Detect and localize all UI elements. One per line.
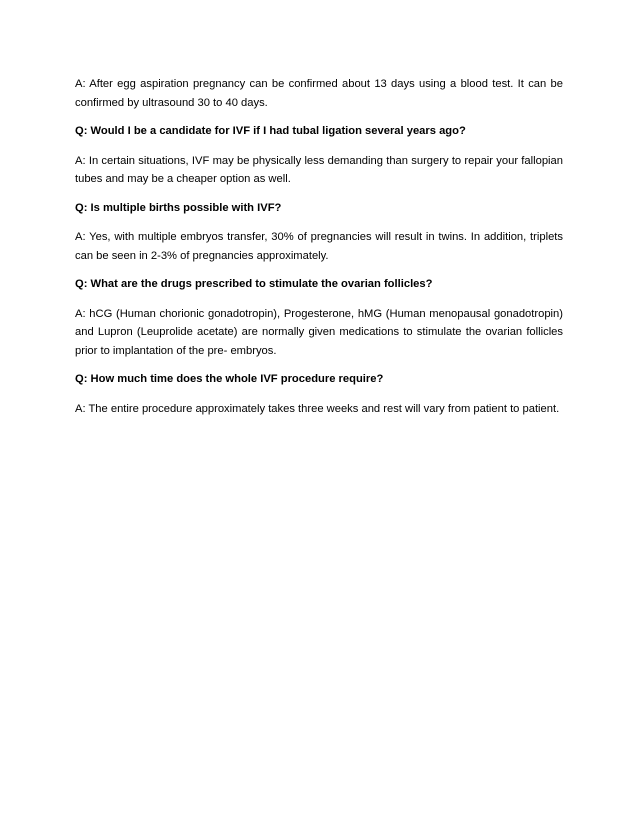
answer-paragraph: A: In certain situations, IVF may be physically less demanding than surgery to repair your fallopian tubes and may be a cheaper option as well. [75,154,563,185]
answer-paragraph: A: Yes, with multiple embryos transfer, 30% of pregnancies will result in twins. In addition, triplets can be seen in 2-3% of pregnancies approximately. [75,231,563,262]
answer-paragraph: A: After egg aspiration pregnancy can be confirmed about 13 days using a blood test. It can be confirmed by ultrasound 30 to 40 days. [75,78,563,109]
question-heading: Q: What are the drugs prescribed to stimulate the ovarian follicles? [75,278,433,290]
question-heading: Q: Would I be a candidate for IVF if I had tubal ligation several years ago? [75,125,466,137]
document-page [75,75,563,428]
question-heading: Q: How much time does the whole IVF procedure require? [75,373,384,385]
question-heading: Q: Is multiple births possible with IVF? [75,201,282,214]
answer-paragraph: A: The entire procedure approximately takes three weeks and rest will vary from patient to patient. [75,402,560,415]
answer-paragraph: A: hCG (Human chorionic gonadotropin), Progesterone, hMG (Human menopausal gonadotropin) and Lupron (Leuprolide acetate) are normally given medications to stimulate the ovarian follicles prior to implantation of the pre- embryos. [75,307,563,357]
